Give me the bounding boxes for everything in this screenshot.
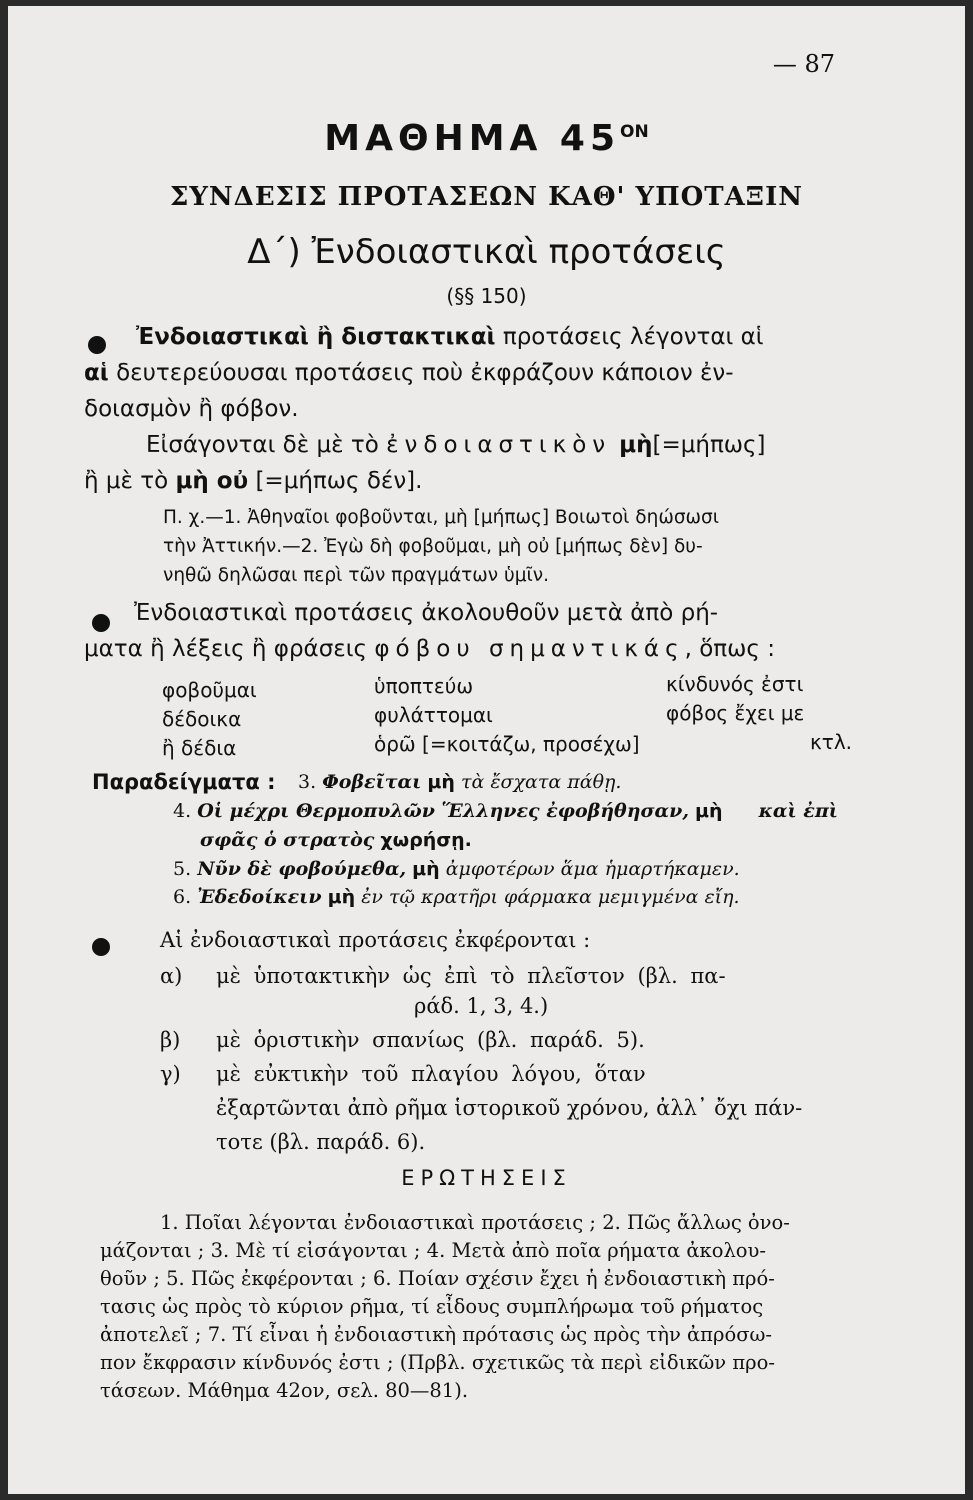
- question-line: πον ἔκφρασιν κίνδυνός ἐστι ; (Πρβλ. σχετικῶς τὰ περὶ εἰδικῶν προ-: [100, 1351, 775, 1374]
- rule3-b: μὲ ὁριστικὴν σπανίως (βλ. παράδ. 5).: [216, 1028, 645, 1052]
- rule1-line2: αἱ δευτερεύουσαι προτάσεις ποὺ ἐκφράζουν κάποιον ἐν-: [84, 360, 734, 386]
- rule3-b-label: β): [160, 1028, 181, 1052]
- question-line: 1. Ποῖαι λέγονται ἐνδοιαστικαὶ προτάσεις ; 2. Πῶς ἄλλως ὀνο-: [160, 1211, 790, 1234]
- subtitle: ΣΥΝΔΕΣΙΣ ΠΡΟΤΑΣΕΩΝ ΚΑΘ' ΥΠΟΤΑΞΙΝ: [169, 182, 804, 212]
- rule3-a: μὲ ὑποτακτικὴν ὡς ἐπὶ τὸ πλεῖστον (βλ. πα-: [216, 964, 726, 988]
- rule1-line5: ἢ μὲ τὸ μὴ οὐ [=μήπως δέν].: [84, 468, 423, 494]
- page: [8, 6, 965, 1494]
- question-line: τάσεων. Μάθημα 42ον, σελ. 80—81).: [100, 1379, 469, 1402]
- rule3-g-cont: ἐξαρτῶνται ἀπὸ ρῆμα ἱστορικοῦ χρόνου, ἀλλ᾽ ὄχι πάν-: [216, 1096, 803, 1120]
- bullet-icon: [92, 614, 110, 632]
- question-line: ἀποτελεῖ ; 7. Τί εἶναι ἡ ἐνδοιαστικὴ πρότασις ὡς πρὸς τὴν ἀπρόσω-: [100, 1323, 772, 1346]
- verb-column-2: ὑποπτεύω φυλάττομαι ὁρῶ [=κοιτάζω, προσέχω]: [374, 674, 640, 756]
- rule1-example2: τὴν Ἀττικήν.—2. Ἐγὼ δὴ φοβοῦμαι, μὴ οὐ [μήπως δὲν] δυ-: [163, 536, 703, 557]
- rule1-line4: Εἰσάγονται δὲ μὲ τὸ ἐνδοιαστικὸν μὴ[=μήπως]: [146, 432, 766, 458]
- bullet-icon: [88, 336, 106, 354]
- rule2-line1: Ἐνδοιαστικαὶ προτάσεις ἀκολουθοῦν μετὰ ἀπὸ ρή-: [134, 600, 719, 626]
- lesson-title: ΜΑΘΗΜΑ $45^{ON}$: [324, 118, 649, 159]
- example-5: 5. Νῦν δὲ φοβούμεθα, μὴ ἀμφοτέρων ἅμα ἡμαρτήκαμεν.: [173, 858, 740, 880]
- question-line: μάζονται ; 3. Μὲ τί εἰσάγονται ; 4. Μετὰ ἀπὸ ποῖα ρήματα ἀκολου-: [100, 1239, 766, 1262]
- section-title: Δ΄) Ἐνδοιαστικαὶ προτάσεις: [247, 232, 726, 272]
- question-line: θοῦν ; 5. Πῶς ἐκφέρονται ; 6. Ποίαν σχέσιν ἔχει ἡ ἐνδοιαστικὴ πρό-: [100, 1267, 775, 1290]
- paragraph-reference: (§§ 150): [446, 284, 527, 308]
- example-6: 6. Ἐδεδοίκειν μὴ ἐν τῷ κρατῆρι φάρμακα μεμιγμένα εἴη.: [173, 886, 740, 908]
- rule1-line3: δοιασμὸν ἢ φόβον.: [84, 396, 299, 422]
- rule3-a-label: α): [160, 964, 183, 988]
- questions-heading: ΕΡΩΤΗΣΕΙΣ: [401, 1166, 572, 1190]
- verb-column-3: κίνδυνός ἐστι φόβος ἔχει με κτλ.: [666, 672, 853, 754]
- bullet-icon: [92, 938, 110, 956]
- rule3-a-cont: ράδ. 1, 3, 4.): [414, 994, 549, 1018]
- rule2-line2: ματα ἢ λέξεις ἢ φράσεις φόβου σημαντικάς, ὅπως :: [84, 636, 775, 662]
- rule3-g-cont2: τοτε (βλ. παράδ. 6).: [216, 1130, 426, 1154]
- rule3-g-label: γ): [160, 1062, 181, 1086]
- example-4-cont: σφᾶς ὁ στρατὸς χωρήσῃ.: [200, 829, 472, 851]
- rule1-example1: Π. χ.—1. Ἀθηναῖοι φοβοῦνται, μὴ [μήπως] Βοιωτοὶ δηώσωσι: [163, 507, 720, 528]
- rule1-example3: νηθῶ δηλῶσαι περὶ τῶν πραγμάτων ὑμῖν.: [163, 565, 549, 586]
- verb-column-1: φοβοῦμαι δέδοικα ἢ δέδια: [162, 678, 257, 760]
- rule1-line1: Ἐνδοιαστικαὶ ἢ διστακτικαὶ προτάσεις λέγονται αἱ: [136, 324, 764, 350]
- question-line: τασις ὡς πρὸς τὸ κύριον ρῆμα, τί εἶδους συμπλήρωμα τοῦ ρήματος: [100, 1295, 764, 1318]
- example-3: 3. Φοβεῖται μὴ τὰ ἔσχατα πάθῃ.: [298, 771, 622, 793]
- rule3-intro: Αἱ ἐνδοιαστικαὶ προτάσεις ἐκφέρονται :: [160, 928, 591, 952]
- page-number: — 87: [772, 50, 835, 78]
- examples-label: Παραδείγματα :: [92, 770, 276, 794]
- rule3-g: μὲ εὐκτικὴν τοῦ πλαγίου λόγου, ὅταν: [216, 1062, 646, 1086]
- example-4: 4. Οἱ μέχρι Θερμοπυλῶν Ἕλληνες ἐφοβήθησαν, μὴ καὶ ἐπὶ: [173, 800, 838, 822]
